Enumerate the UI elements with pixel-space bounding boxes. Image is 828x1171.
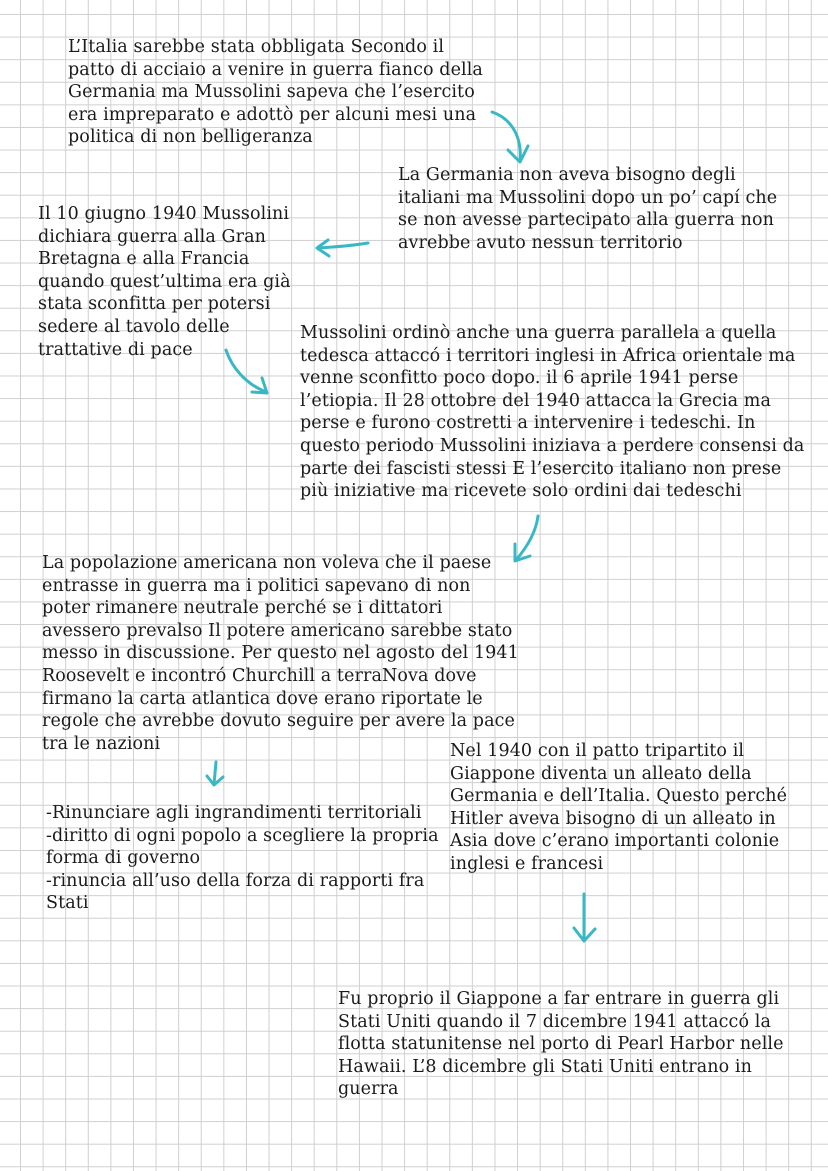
note-text: Il 10 giugno 1940 Mussolini dichiara guerra alla Gran Bretagna e alla Francia quando quest’ultima era già stata sconfitta per potersi sedere al tavolo delle trattative di pace <box>38 204 291 360</box>
note-italia-patto-acciaio <box>68 36 488 149</box>
note-guerra-parallela <box>300 322 812 503</box>
note-text: La popolazione americana non voleva che il paese entrasse in guerra ma i politici sapevano di non poter rimanere neutrale perché se i dittatori avessero prevalso Il potere americano sarebbe stato messo in discussione. Per questo nel agosto del 1941 Roosevelt e incontró Churchill a terraNova dove firmano la carta atlantica dove erano riportate le regole che avrebbe dovuto seguire per avere la pace tra le nazioni <box>42 553 519 754</box>
note-germania-bisogno <box>398 164 788 254</box>
note-pearl-harbor <box>338 988 784 1101</box>
list-item: -Rinunciare agli ingrandimenti territoriali <box>46 803 422 823</box>
list-item: -diritto di ogni popolo a scegliere la propria forma di governo <box>46 825 439 869</box>
note-text: Mussolini ordinò anche una guerra parallela a quella tedesca attaccó i territori inglesi in Africa orientale ma venne sconfitto poco dopo. il 6 aprile 1941 perse l’etiopia. Il 28 ottobre del 1940 attacca la Grecia ma perse e furono costretti a intervenire i tedeschi. In questo periodo Mussolini iniziava a perdere consensi da parte dei fascisti stessi E l’esercito italiano non prese più iniziative ma ricevete solo ordini dai tedeschi <box>300 323 805 502</box>
note-dichiarazione-guerra <box>38 203 296 361</box>
note-patto-tripartito <box>450 740 812 876</box>
note-popolazione-americana <box>42 552 520 755</box>
note-text: La Germania non aveva bisogno degli italiani ma Mussolini dopo un po’ capí che se non avesse partecipato alla guerra non avrebbe avuto nessun territorio <box>398 165 778 253</box>
arrow-down-right-icon <box>492 112 528 162</box>
list-carta-atlantica <box>46 802 441 915</box>
note-text: Nel 1940 con il patto tripartito il Giappone diventa un alleato della Germania e dell’Italia. Questo perché Hitler aveva bisogno di un alleato in Asia dove c’erano importanti colonie inglesi e francesi <box>450 741 788 874</box>
note-text: Fu proprio il Giappone a far entrare in guerra gli Stati Uniti quando il 7 dicembre 1941 attaccó la flotta statunitense nel porto di Pearl Harbor nelle Hawaii. L’8 dicembre gli Stati Uniti entrano in guerra <box>338 989 784 1100</box>
arrow-down-icon <box>207 762 223 785</box>
note-text: L’Italia sarebbe stata obbligata Secondo il patto di acciaio a venire in guerra fianco della Germania ma Mussolini sapeva che l’esercito era impreparato e adottò per alcuni mesi una politica di non belligeranza <box>68 37 483 148</box>
arrow-left-icon <box>317 240 368 256</box>
arrow-down-icon <box>574 894 595 941</box>
list-item: -rinuncia all’uso della forza di rapporti fra Stati <box>46 870 425 914</box>
